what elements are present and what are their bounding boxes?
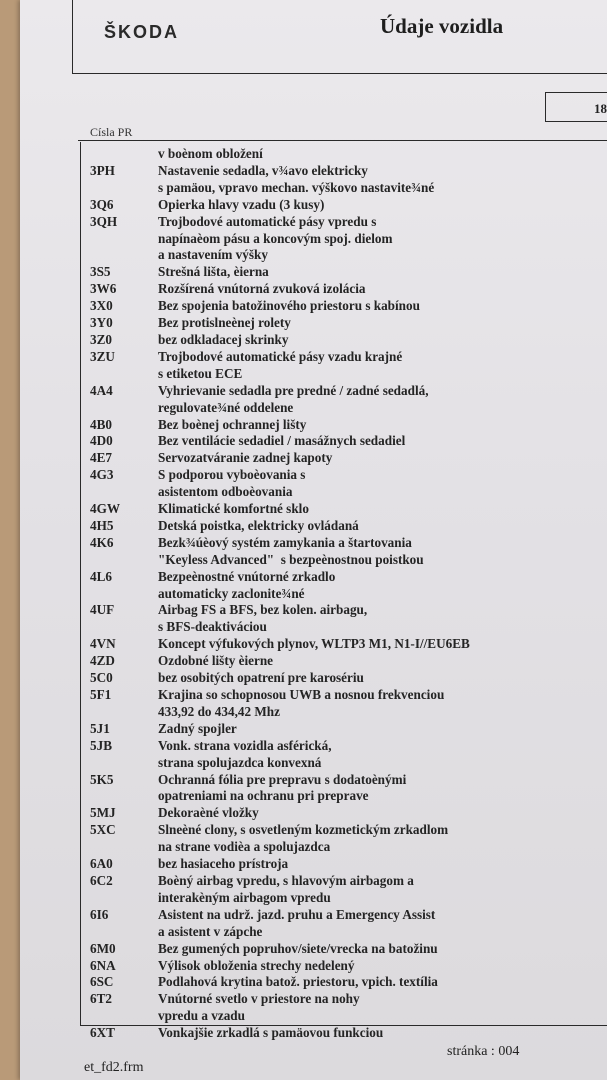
pr-code: 4H5 <box>90 517 114 533</box>
table-row <box>90 569 607 586</box>
table-row <box>90 298 607 315</box>
pr-description: bez osobitých opatrení pre karosériu <box>158 670 364 686</box>
pr-description: interakèným airbagom vpredu <box>158 889 331 905</box>
pr-code: 3PH <box>90 162 115 178</box>
table-row <box>90 687 607 704</box>
table-row <box>90 670 607 687</box>
pr-code: 3Y0 <box>90 315 113 331</box>
pr-description: Asistent na udrž. jazd. pruhu a Emergency Assist <box>158 906 436 922</box>
pr-description: na strane vodièa a spolujazdca <box>158 839 331 855</box>
pr-description: Airbag FS a BFS, bez kolen. airbagu, <box>158 602 368 618</box>
pr-description: opatreniami na ochranu pri preprave <box>158 788 369 804</box>
pr-description: Strešná lišta, èierna <box>158 264 269 280</box>
table-row <box>90 704 607 721</box>
pr-code: 4GW <box>90 501 121 517</box>
table-row <box>90 586 607 603</box>
pr-description: Bez boènej ochrannej lišty <box>158 416 307 432</box>
pr-description: Rozšírená vnútorná zvuková izolácia <box>158 281 366 297</box>
pr-description: Servozatváranie zadnej kapoty <box>158 450 333 466</box>
pr-code: 3S5 <box>90 264 111 280</box>
pr-description: v boènom obložení <box>158 146 263 161</box>
table-row <box>90 264 607 281</box>
pr-code <box>90 788 158 805</box>
pr-description: Bezpeènostné vnútorné zrkadlo <box>158 568 336 584</box>
table-row <box>90 721 607 738</box>
table-row <box>90 231 607 248</box>
table-row <box>90 856 607 873</box>
pr-code: 4D0 <box>90 433 113 449</box>
pr-description: Dekoraèné vložky <box>158 805 259 821</box>
pr-code: 4B0 <box>90 416 112 432</box>
pr-description: automaticky zaclonite¾né <box>158 585 305 601</box>
pr-description: Opierka hlavy vzadu (3 kusy) <box>158 196 325 212</box>
pr-description: Vonkajšie zrkadlá s pamäovou funkciou <box>158 1025 384 1041</box>
table-row <box>90 772 607 789</box>
table-row <box>90 636 607 653</box>
pr-description: Zadný spojler <box>158 720 237 736</box>
table-row <box>90 467 607 484</box>
pr-description: asistentom odboèovania <box>158 484 293 500</box>
table-row <box>90 366 607 383</box>
pr-code: 4UF <box>90 602 115 618</box>
pr-description: vpredu a vzadu <box>158 1008 245 1024</box>
pr-code: 3Q6 <box>90 196 114 212</box>
table-row <box>90 890 607 907</box>
pr-code: 4K6 <box>90 534 114 550</box>
table-row <box>90 146 607 163</box>
pr-code: 6NA <box>90 957 116 973</box>
column-label: Císla PR <box>90 125 133 139</box>
pr-description: napínaèom pásu a koncovým spoj. dielom <box>158 230 393 246</box>
table-row <box>90 383 607 400</box>
pr-code: 5J1 <box>90 720 110 736</box>
pr-code: 5XC <box>90 822 116 838</box>
pr-description: Vonk. strana vozidla asférická, <box>158 737 332 753</box>
pr-code: 4VN <box>90 636 116 652</box>
pr-description: s BFS-deaktiváciou <box>158 619 267 635</box>
pr-code: 4A4 <box>90 382 113 398</box>
pr-description: Ozdobné lišty èierne <box>158 653 274 669</box>
pr-description: Ochranná fólia pre prepravu s dodatoènými <box>158 771 407 787</box>
pr-description: "Keyless Advanced" s bezpeènostnou poistkou <box>158 551 424 567</box>
page-number-box-text: 18 <box>594 101 607 116</box>
pr-description: Vnútorné svetlo v priestore na nohy <box>158 991 360 1007</box>
table-row <box>90 1025 607 1042</box>
pr-code: 6A0 <box>90 856 113 872</box>
pr-code: 3W6 <box>90 281 117 297</box>
pr-code: 4E7 <box>90 450 112 466</box>
table-row <box>90 924 607 941</box>
pr-code <box>90 890 158 907</box>
table-row <box>90 788 607 805</box>
pr-description: strana spolujazdca konvexná <box>158 754 322 770</box>
table-row <box>90 974 607 991</box>
table-row <box>90 738 607 755</box>
pr-description: s pamäou, vpravo mechan. výškovo nastavite¾né <box>158 179 435 195</box>
table-row <box>90 433 607 450</box>
table-row <box>90 400 607 417</box>
table-row <box>90 653 607 670</box>
table-row <box>90 332 607 349</box>
pr-code <box>90 1008 158 1025</box>
pr-code: 4L6 <box>90 568 112 584</box>
table-row <box>90 417 607 434</box>
table-row <box>90 805 607 822</box>
pr-code-list <box>90 146 607 1042</box>
pr-description: Detská poistka, elektricky ovládaná <box>158 517 359 533</box>
pr-code <box>90 484 158 501</box>
pr-code <box>90 755 158 772</box>
footer-file-name: et_fd2.frm <box>84 1060 144 1075</box>
table-row <box>90 349 607 366</box>
pr-description: Trojbodové automatické pásy vpredu s <box>158 213 377 229</box>
pr-description: Bez ventilácie sedadiel / masážnych sedadiel <box>158 433 406 449</box>
table-row <box>90 602 607 619</box>
pr-code <box>90 924 158 941</box>
pr-code <box>90 366 158 383</box>
table-row <box>90 501 607 518</box>
table-row <box>90 180 607 197</box>
pr-code: 3ZU <box>90 348 115 364</box>
table-row <box>90 991 607 1008</box>
pr-description: Bez spojenia batožinového priestoru s kabínou <box>158 298 420 314</box>
document-title: Údaje vozidla <box>380 14 504 38</box>
pr-description: Krajina so schopnosou UWB a nosnou frekvenciou <box>158 687 445 702</box>
table-row <box>90 1008 607 1025</box>
table-row <box>90 450 607 467</box>
pr-code <box>90 586 158 603</box>
pr-description: Bezk¾úèový systém zamykania a štartovania <box>158 534 412 550</box>
pr-code <box>90 146 158 163</box>
table-row <box>90 247 607 264</box>
table-row <box>90 822 607 839</box>
table-row <box>90 535 607 552</box>
brand-logo: ŠKODA <box>104 22 180 42</box>
pr-description: regulovate¾né oddelene <box>158 399 294 415</box>
table-row <box>90 552 607 569</box>
pr-code: 3X0 <box>90 298 113 314</box>
pr-code: 4ZD <box>90 653 115 669</box>
pr-description: bez hasiaceho prístroja <box>158 856 289 872</box>
table-row <box>90 839 607 856</box>
pr-code: 6M0 <box>90 940 116 956</box>
pr-description: Podlahová krytina batož. priestoru, vpich. textília <box>158 974 438 990</box>
pr-description: Slneèné clony, s osvetleným kozmetickým zrkadlom <box>158 822 449 838</box>
pr-code <box>90 180 158 197</box>
pr-code: 4G3 <box>90 467 114 483</box>
pr-code <box>90 231 158 248</box>
table-row <box>90 315 607 332</box>
pr-description: 433,92 do 434,42 Mhz <box>158 703 280 719</box>
pr-description: Bez protislneènej rolety <box>158 315 291 331</box>
pr-code <box>90 400 158 417</box>
pr-description: Bez gumených popruhov/siete/vrecka na batožinu <box>158 940 438 956</box>
table-row <box>90 755 607 772</box>
table-row <box>90 214 607 231</box>
footer-page-number: stránka : 004 <box>447 1044 520 1059</box>
pr-code <box>90 839 158 856</box>
table-row <box>90 958 607 975</box>
pr-code <box>90 552 158 569</box>
pr-description: Vyhrievanie sedadla pre predné / zadné sedadlá, <box>158 382 429 398</box>
pr-code: 6C2 <box>90 872 113 888</box>
pr-description: s etiketou ECE <box>158 365 243 381</box>
pr-description: Koncept výfukových plynov, WLTP3 M1, N1-I//EU6EB <box>158 636 470 652</box>
pr-code: 5MJ <box>90 805 116 821</box>
pr-description: Trojbodové automatické pásy vzadu krajné <box>158 348 403 364</box>
pr-description: bez odkladacej skrinky <box>158 331 289 347</box>
table-row <box>90 873 607 890</box>
table-row <box>90 941 607 958</box>
pr-code: 6I6 <box>90 906 109 922</box>
pr-description: a asistent v zápche <box>158 923 263 939</box>
table-row <box>90 484 607 501</box>
pr-description: Boèný airbag vpredu, s hlavovým airbagom a <box>158 872 414 888</box>
pr-code: 5JB <box>90 737 112 753</box>
pr-description: Výlisok obloženia strechy nedelený <box>158 957 355 973</box>
pr-code <box>90 247 158 264</box>
table-row <box>90 619 607 636</box>
table-row <box>90 163 607 180</box>
pr-code <box>90 619 158 636</box>
table-row <box>90 907 607 924</box>
page-number-box <box>545 92 607 122</box>
pr-code: 5C0 <box>90 670 113 686</box>
pr-code: 5K5 <box>90 771 114 787</box>
table-row <box>90 197 607 214</box>
pr-description: Klimatické komfortné sklo <box>158 501 309 517</box>
pr-code: 5F1 <box>90 687 112 702</box>
pr-description: Nastavenie sedadla, v¾avo elektricky <box>158 162 368 178</box>
table-row <box>90 518 607 535</box>
pr-code <box>90 704 158 721</box>
table-row <box>90 281 607 298</box>
pr-code: 6T2 <box>90 991 112 1007</box>
header-rule <box>78 140 607 141</box>
pr-code: 6SC <box>90 974 114 990</box>
pr-description: a nastavením výšky <box>158 247 268 263</box>
pr-code: 3Z0 <box>90 331 112 347</box>
pr-description: S podporou vyboèovania s <box>158 467 306 483</box>
pr-code: 3QH <box>90 213 118 229</box>
pr-code: 6XT <box>90 1025 115 1041</box>
